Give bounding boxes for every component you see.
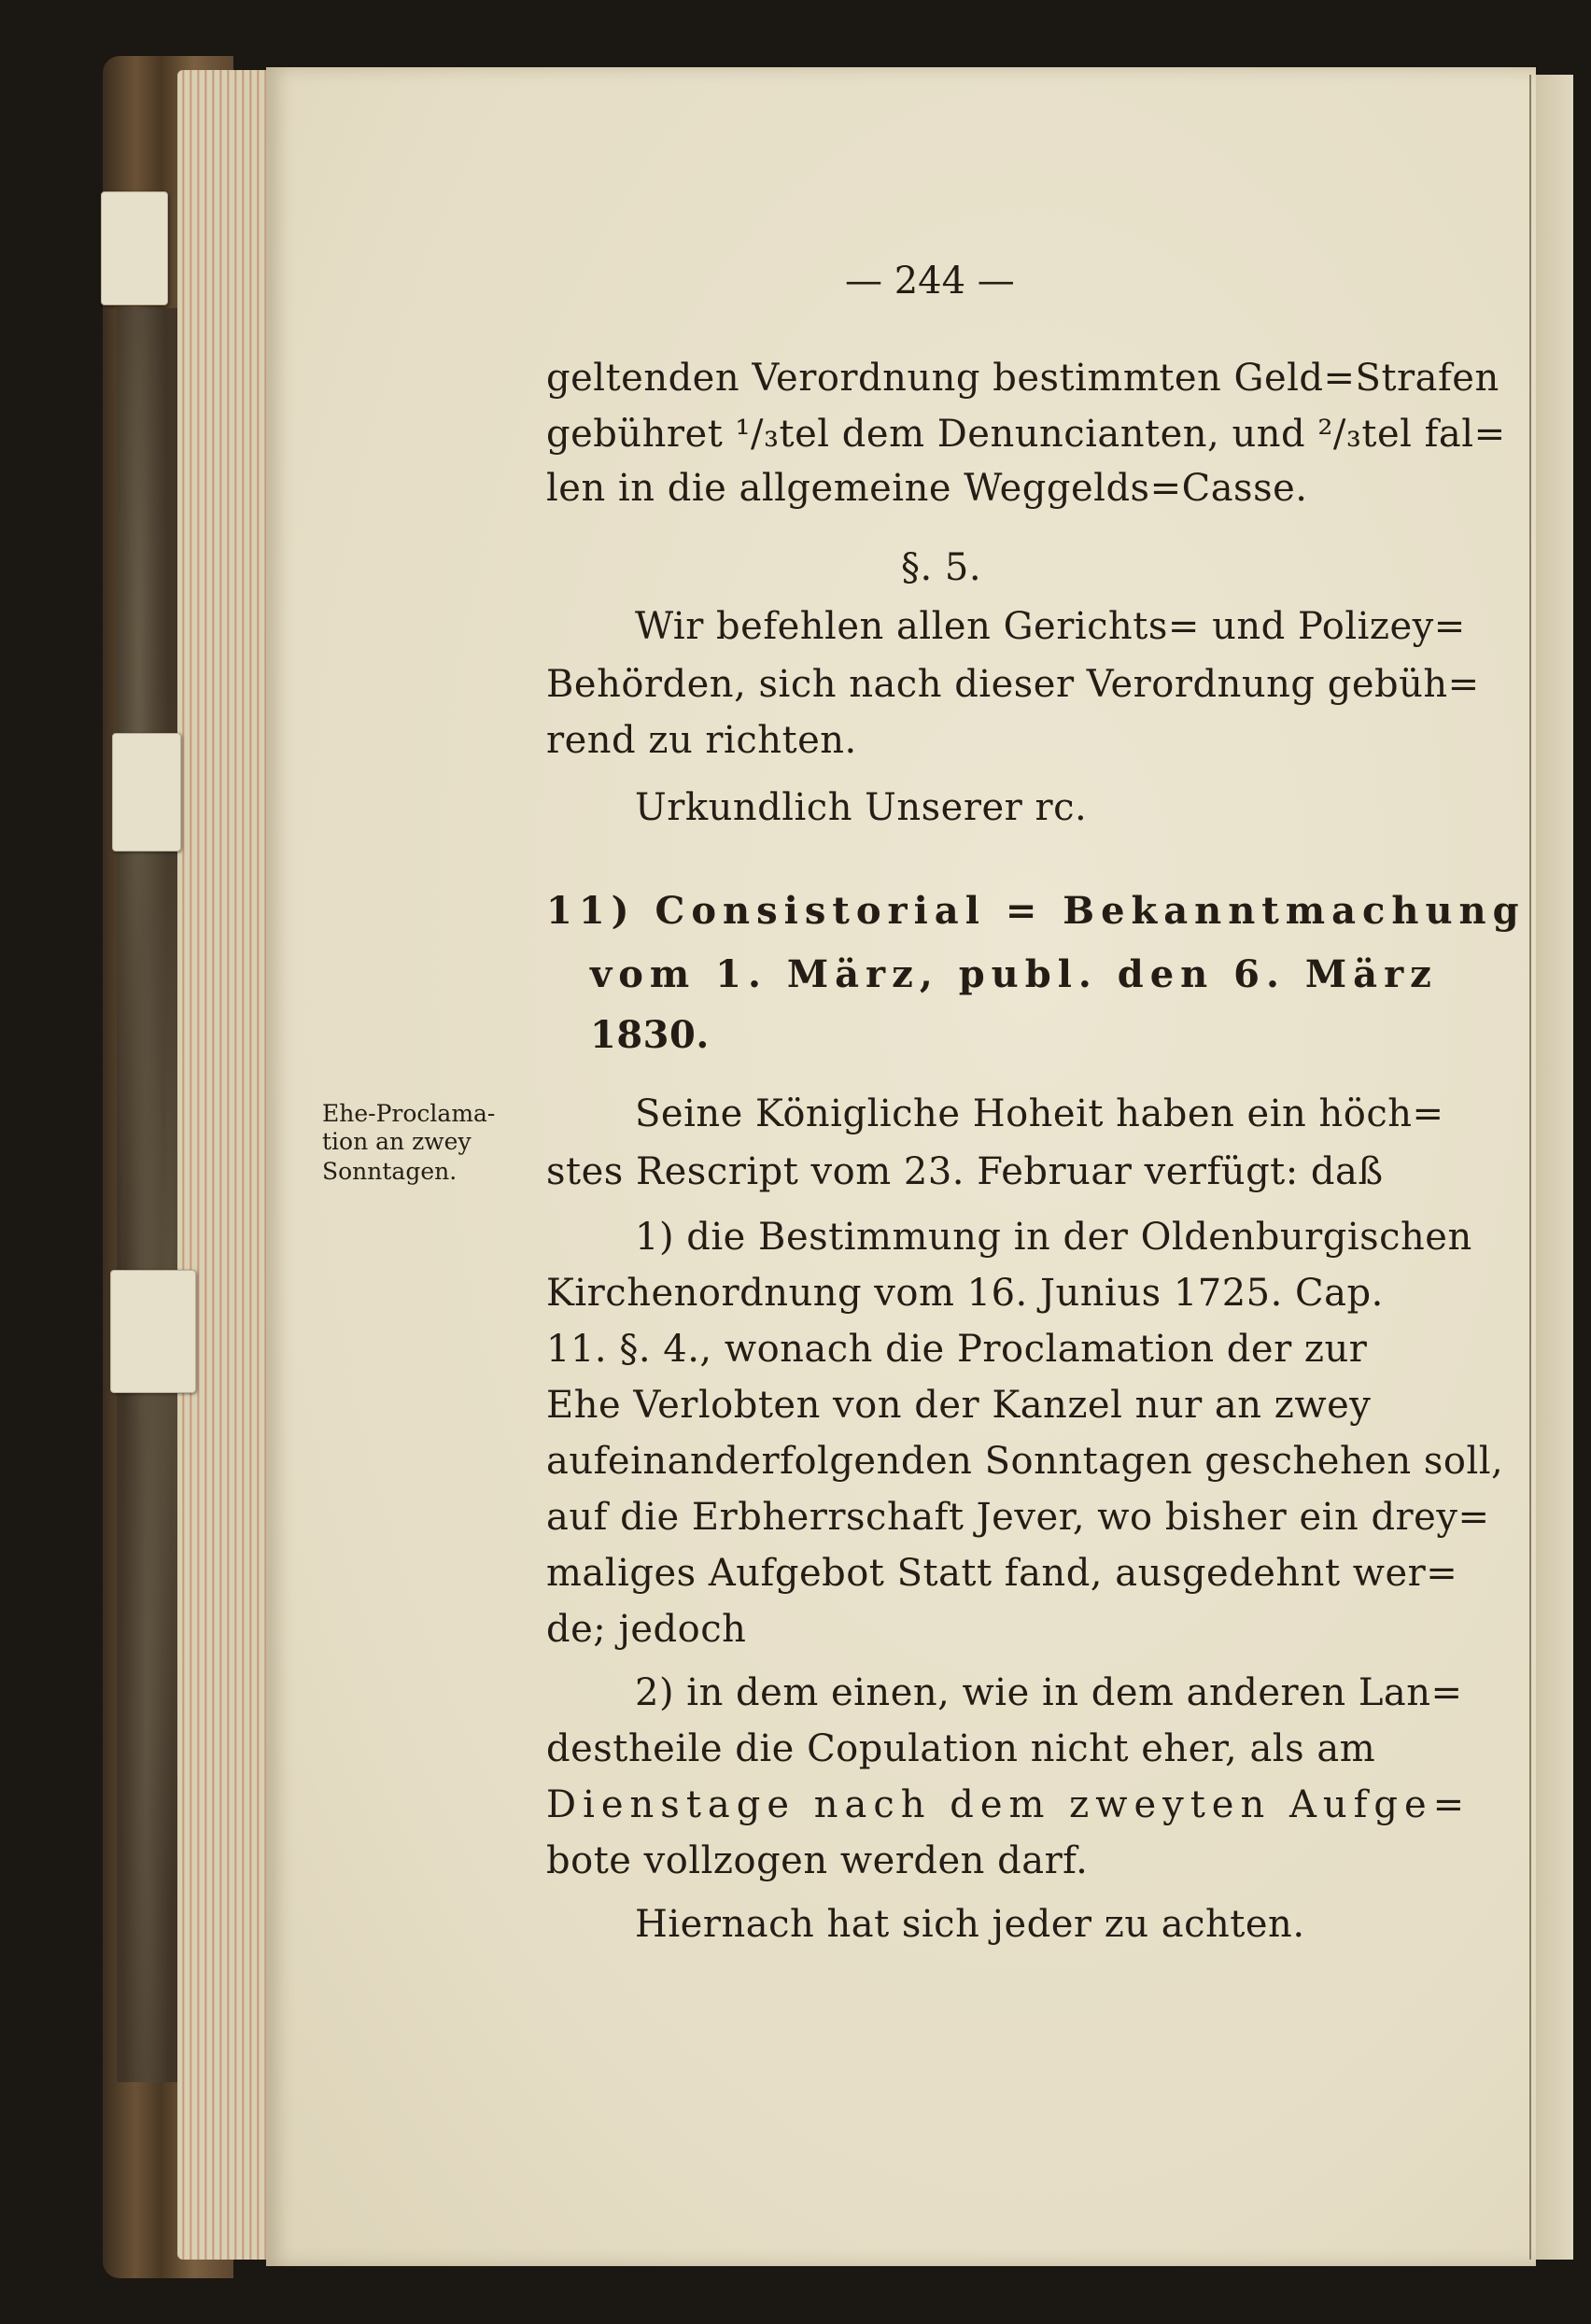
text-line: stes Rescript vom 23. Februar verfügt: daß — [546, 1150, 1384, 1193]
text-line: 11. §. 4., wonach die Proclamation der zur — [546, 1328, 1368, 1371]
announcement-date: vom 1. März, publ. den 6. März — [590, 952, 1438, 996]
text-line: Hiernach hat sich jeder zu achten. — [635, 1903, 1305, 1946]
text-line: Dienstage nach dem zweyten Aufge= — [546, 1783, 1471, 1826]
page-tab-3 — [110, 1270, 196, 1393]
text-line: Kirchenordnung vom 16. Junius 1725. Cap. — [546, 1272, 1384, 1315]
page-edges — [177, 70, 280, 2260]
margin-note-line: Sonntagen. — [322, 1158, 458, 1185]
text-line: geltenden Verordnung bestimmten Geld=Strafen — [546, 357, 1499, 400]
margin-note-line: tion an zwey — [322, 1128, 472, 1155]
section-heading: §. 5. — [901, 546, 982, 589]
text-line: Ehe Verlobten von der Kanzel nur an zwey — [546, 1384, 1372, 1427]
page-tab-1 — [101, 191, 168, 305]
text-line: 1) die Bestimmung in der Oldenburgischen — [635, 1216, 1472, 1259]
margin-note-line: Ehe-Proclama- — [322, 1100, 496, 1127]
text-line: rend zu richten. — [546, 719, 857, 762]
gutter-line — [1529, 75, 1531, 2260]
text-line: gebühret ¹/₃tel dem Denuncianten, und ²/₃tel fal= — [546, 413, 1506, 456]
text-line: Behörden, sich nach dieser Verordnung gebüh= — [546, 663, 1480, 706]
text-line: bote vollzogen werden darf. — [546, 1839, 1089, 1882]
text-line: aufeinanderfolgenden Sonntagen geschehen soll, — [546, 1440, 1504, 1483]
text-line: len in die allgemeine Weggelds=Casse. — [546, 467, 1308, 510]
text-line: maliges Aufgebot Statt fand, ausgedehnt wer= — [546, 1552, 1458, 1595]
text-line: de; jedoch — [546, 1608, 747, 1651]
text-line: Seine Königliche Hoheit haben ein höch= — [635, 1092, 1444, 1135]
text-line: auf die Erbherrschaft Jever, wo bisher ein drey= — [546, 1496, 1490, 1539]
text-line: Urkundlich Unserer rc. — [635, 786, 1088, 829]
text-line: 2) in dem einen, wie in dem anderen Lan= — [635, 1671, 1463, 1714]
page-number: — 244 — — [845, 260, 1015, 303]
text-line: Wir befehlen allen Gerichts= und Polizey= — [635, 605, 1466, 648]
text-line: destheile die Copulation nicht eher, als am — [546, 1727, 1376, 1770]
announcement-heading: 11) Consistorial = Bekanntmachung — [546, 889, 1526, 933]
announcement-year: 1830. — [590, 1013, 710, 1057]
page-tab-2 — [112, 733, 181, 852]
facing-page-edge — [1536, 75, 1573, 2260]
